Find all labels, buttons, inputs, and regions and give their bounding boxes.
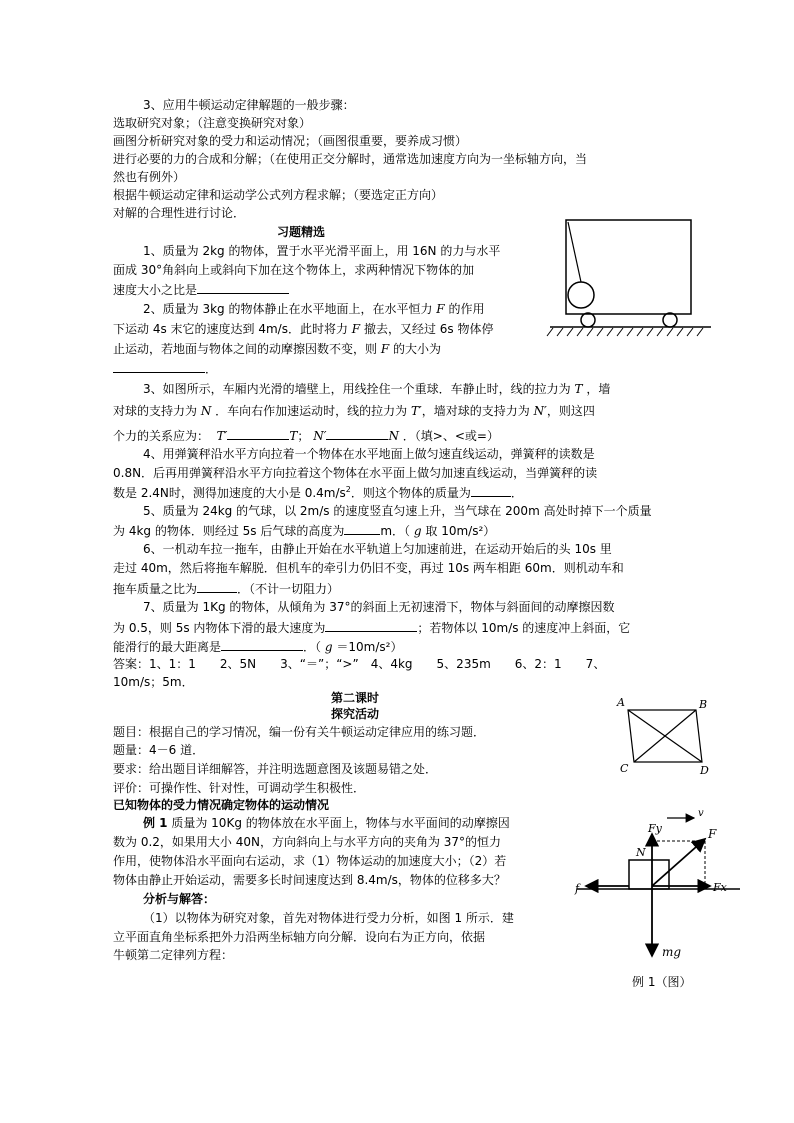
problem-4-line-1: 4、用弹簧秤沿水平方向拉着一个物体在水平地面上做匀速直线运动，弹簧秤的读数是 bbox=[143, 447, 595, 461]
problem-2-line-3 bbox=[113, 341, 441, 358]
problem-5-text: 取 10m/s²） bbox=[425, 524, 496, 538]
step-5: 对解的合理性进行讨论． bbox=[113, 206, 246, 220]
answer-blank[interactable] bbox=[326, 427, 388, 440]
step-3-line-2: 然也有例外） bbox=[113, 170, 186, 184]
activity-evaluation: 评价：可操作性、针对性，可调动学生积极性． bbox=[113, 781, 366, 795]
problem-7-line-1: 7、质量为 1Kg 的物体，从倾角为 37°的斜面上无初速滑下，物体与斜面间的动摩擦因数 bbox=[143, 600, 615, 614]
answer-blank[interactable] bbox=[197, 580, 237, 593]
problem-1-line-1: 1、质量为 2kg 的物体，置于水平光滑平面上，用 16N 的力与水平 bbox=[143, 244, 501, 258]
answer-blank[interactable] bbox=[197, 281, 289, 294]
symbol-n: N bbox=[200, 404, 212, 418]
answer-blank[interactable] bbox=[227, 427, 289, 440]
problem-2-text: 止运动，若地面与物体之间的动摩擦因数不变，则 bbox=[113, 342, 378, 356]
label-v: v bbox=[698, 808, 704, 819]
label-n: N bbox=[636, 846, 646, 859]
analysis-heading: 分析与解答： bbox=[143, 892, 216, 906]
parallelogram-figure bbox=[612, 690, 722, 780]
activity-quantity: 题量：4－6 道． bbox=[113, 743, 205, 757]
problem-5-line-2 bbox=[113, 522, 495, 540]
answer-blank[interactable] bbox=[471, 484, 511, 497]
problem-7-text: 为 0.5，则 5s 内物体下滑的最大速度为 bbox=[113, 621, 326, 635]
symbol-t-prime: T′ bbox=[411, 404, 422, 418]
problem-2-text: 的大小为 bbox=[393, 342, 442, 356]
label-f: F bbox=[708, 827, 717, 841]
label-fx: Fx bbox=[713, 881, 727, 894]
symbol-n: N bbox=[388, 429, 399, 443]
example-1-line-2: 数为 0.2，如果用大小 40N，方向斜向上与水平方向的夹角为 37°的恒力 bbox=[113, 835, 502, 849]
diagonal bbox=[634, 710, 696, 762]
example-label: 例 1 bbox=[143, 816, 168, 830]
problem-3-line-2 bbox=[113, 403, 595, 420]
cart-figure bbox=[545, 212, 715, 340]
problem-4-text: ．则这个物体的质量为 bbox=[350, 486, 471, 500]
symbol-t-prime: T′ bbox=[216, 429, 228, 443]
lesson-2-subtitle: 探究活动 bbox=[331, 707, 380, 721]
label-c: C bbox=[620, 762, 629, 775]
lesson-2-title: 第二课时 bbox=[331, 691, 380, 705]
problem-7-line-3 bbox=[113, 638, 402, 656]
block bbox=[629, 860, 669, 889]
problem-5-text: m．（ bbox=[380, 524, 411, 538]
symbol-n-prime: N′ bbox=[533, 404, 547, 418]
symbol-f: F bbox=[436, 302, 445, 316]
symbol-f: F bbox=[351, 322, 361, 336]
step-2: 画图分析研究对象的受力和运动情况；（画图很重要，要养成习惯） bbox=[113, 134, 468, 148]
problem-7-text: ．（ bbox=[303, 640, 322, 654]
symbol-g: g bbox=[413, 524, 422, 538]
label-d: D bbox=[700, 764, 709, 777]
answers-line-2: 10m/s；5m． bbox=[113, 675, 194, 689]
problem-2-text: 撤去，又经过 6s 物体停 bbox=[363, 322, 494, 336]
problem-3-text: ，墙对球的支持力为 bbox=[421, 404, 530, 418]
ball bbox=[568, 282, 594, 308]
problem-1-line-2: 面成 30°角斜向上或斜向下加在这个物体上，求两种情况下物体的加 bbox=[113, 263, 475, 277]
period: ． bbox=[205, 362, 218, 376]
example-1-line-4: 物体由静止开始运动，需要多长时间速度达到 8.4m/s，物体的位移多大？ bbox=[113, 873, 506, 887]
problem-2-text: 的作用 bbox=[448, 302, 485, 316]
exercises-heading: 习题精选 bbox=[277, 225, 326, 239]
wheel bbox=[581, 313, 595, 327]
string bbox=[568, 222, 581, 282]
symbol-g: g bbox=[324, 640, 333, 654]
period: ． bbox=[510, 486, 523, 500]
problem-7-text: ；若物体以 10m/s 的速度冲上斜面，它 bbox=[417, 621, 631, 635]
ground-hatch bbox=[547, 328, 703, 336]
problem-3-text: ．（填>、<或=） bbox=[402, 429, 499, 443]
problem-2-line-2 bbox=[113, 321, 493, 338]
cart-body bbox=[566, 220, 691, 314]
problem-3-line-3: 个力的关系应为： T′ T； N′ N ．（填>、<或=） bbox=[113, 429, 499, 443]
problem-5-line-1: 5、质量为 24kg 的气球，以 2m/s 的速度竖直匀速上升，当气球在 200m 高处时掉下一个质量 bbox=[143, 504, 652, 518]
answer-blank[interactable] bbox=[113, 360, 205, 373]
problem-3-text: ，则这四 bbox=[546, 404, 595, 418]
figure-caption: 例 1（图） bbox=[632, 975, 692, 989]
label-a: A bbox=[617, 696, 625, 709]
example-1-line-3: 作用，使物体沿水平面向右运动，求（1）物体运动的加速度大小；（2）若 bbox=[113, 854, 507, 868]
problem-2-text: 下运动 4s 末它的速度达到 4m/s．此时将力 bbox=[113, 322, 348, 336]
answer-blank[interactable] bbox=[325, 619, 417, 632]
problem-2-text: 2、质量为 3kg 的物体静止在水平地面上，在水平恒力 bbox=[143, 302, 433, 316]
wheel bbox=[663, 313, 677, 327]
answers-line-1: 答案：1、1：1 2、5N 3、“＝”；“>” 4、4kg 5、235m 6、2：1 7、 bbox=[113, 657, 606, 671]
symbol-f: F bbox=[380, 342, 390, 356]
problem-7-text: ＝10m/s²） bbox=[336, 640, 403, 654]
problem-3-text: 个力的关系应为： bbox=[113, 429, 210, 443]
symbol-t: T bbox=[289, 429, 298, 443]
problem-2-line-1 bbox=[143, 301, 484, 318]
problem-7-text: 能滑行的最大距离是 bbox=[113, 640, 222, 654]
example-1-line-1 bbox=[143, 815, 510, 832]
problem-4-line-3: 数是 2.4N时，测得加速度的大小是 $0.4m/s^2$．则这个物体的质量为 ． bbox=[113, 485, 523, 500]
answer-blank[interactable] bbox=[221, 638, 303, 651]
answer-blank[interactable] bbox=[344, 522, 380, 535]
activity-requirement: 要求：给出题目详细解答，并注明选题意图及该题易错之处． bbox=[113, 762, 438, 776]
problem-7-line-2 bbox=[113, 619, 630, 637]
example-text: 质量为 10Kg 的物体放在水平面上，物体与水平面间的动摩擦因 bbox=[171, 816, 510, 830]
problem-6-text: ．（不计一切阻力） bbox=[237, 582, 340, 596]
problem-6-text: 拖车质量之比为 bbox=[113, 582, 198, 596]
label-fy: Fy bbox=[648, 822, 662, 835]
step-1: 选取研究对象；（注意变换研究对象） bbox=[113, 116, 312, 130]
problem-6-line-2: 走过 40m，然后将拖车解脱．但机车的牵引力仍旧不变，再过 10s 两车相距 60m．则机动车和 bbox=[113, 561, 624, 575]
problem-4-text: 数是 2.4N时，测得加速度的大小是 0.4m/s bbox=[113, 486, 346, 500]
problem-6-line-3 bbox=[113, 580, 339, 598]
f-arrow bbox=[652, 839, 705, 886]
problem-3-text: 3、如图所示，车厢内光滑的墙壁上，用线拴住一个重球．车静止时，线的拉力为 bbox=[143, 382, 571, 396]
problem-1-line-3 bbox=[113, 281, 289, 299]
label-f-friction: f bbox=[575, 882, 580, 895]
force-diagram bbox=[572, 806, 752, 992]
problem-3-text: ，墙 bbox=[586, 382, 611, 396]
problem-4-line-2: 0.8N．后再用弹簧秤沿水平方向拉着这个物体在水平面上做匀加速直线运动，当弹簧秤的读 bbox=[113, 466, 598, 480]
problem-2-line-4 bbox=[113, 360, 217, 378]
problem-6-line-1: 6、一机动车拉一拖车，由静止开始在水平轨道上匀加速前进，在运动开始后的头 10s 里 bbox=[143, 542, 612, 556]
problem-5-text: 为 4kg 的物体．则经过 5s 后气球的高度为 bbox=[113, 524, 345, 538]
analysis-line-3: 牛顿第二定律列方程： bbox=[113, 948, 234, 962]
label-b: B bbox=[699, 698, 708, 711]
step-3-line-1: 进行必要的力的合成和分解；（在使用正交分解时，通常选加速度方向为一坐标轴方向，当 bbox=[113, 152, 588, 166]
symbol-t: T bbox=[574, 382, 583, 396]
problem-3-text: ．车向右作加速运动时，线的拉力为 bbox=[215, 404, 408, 418]
steps-title: 3、应用牛顿运动定律解题的一般步骤： bbox=[143, 98, 355, 112]
step-4: 根据牛顿运动定律和运动学公式列方程求解；（要选定正方向） bbox=[113, 188, 444, 202]
problem-1-text: 速度大小之比是 bbox=[113, 283, 198, 297]
section-heading: 已知物体的受力情况确定物体的运动情况 bbox=[113, 798, 330, 812]
label-mg: mg bbox=[662, 945, 682, 959]
activity-topic: 题目：根据自己的学习情况，编一份有关牛顿运动定律应用的练习题． bbox=[113, 725, 486, 739]
problem-3-text: 对球的支持力为 bbox=[113, 404, 198, 418]
analysis-line-2: 立平面直角坐标系把外力沿两坐标轴方向分解．设向右为正方向，依据 bbox=[113, 930, 486, 944]
problem-3-line-1 bbox=[143, 381, 610, 398]
analysis-line-1: （1）以物体为研究对象，首先对物体进行受力分析，如图 1 所示．建 bbox=[143, 911, 514, 925]
symbol-n-prime: N′ bbox=[313, 429, 327, 443]
